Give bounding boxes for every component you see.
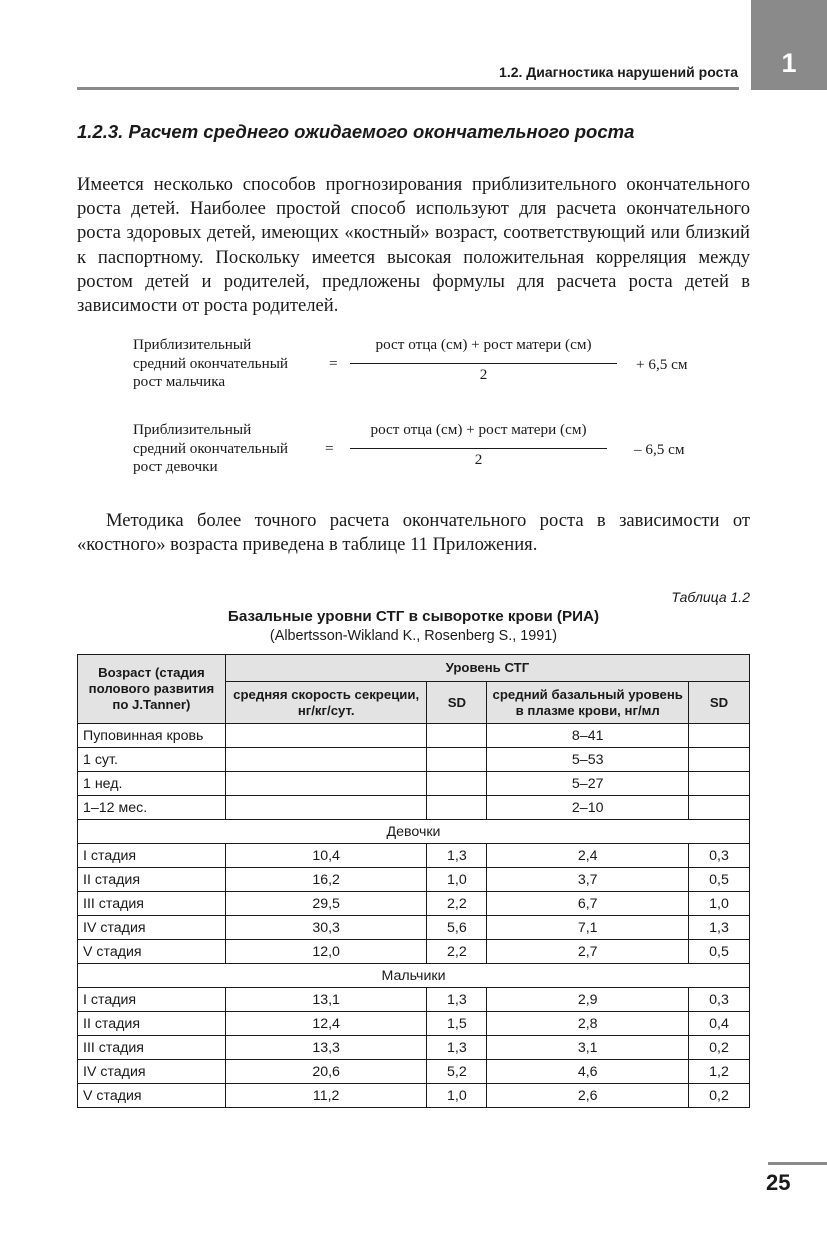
header-sd-1: SD [427, 682, 487, 724]
chapter-tab: 1 [751, 0, 827, 90]
value-cell: 5–27 [487, 772, 689, 796]
table-subtitle: (Albertsson-Wikland K., Rosenberg S., 1991) [269, 628, 558, 644]
value-cell: 1,2 [689, 1060, 750, 1084]
value-cell [689, 748, 750, 772]
fraction-bar [350, 363, 617, 364]
row-label-cell: 1 нед. [78, 772, 226, 796]
formula-lhs: Приблизительный средний окончательный рост мальчика [133, 336, 289, 390]
row-label-cell: I стадия [78, 844, 226, 868]
header-stg-level: Уровень СТГ [225, 655, 749, 682]
header-secretion-rate: средняя скорость секреции, нг/кг/сут. [225, 682, 427, 724]
value-cell: 0,5 [689, 940, 750, 964]
table-row [78, 940, 750, 964]
table-body-infants [78, 724, 750, 820]
header-basal-level: средний базальный уровень в плазме крови, нг/мл [487, 682, 689, 724]
row-label-cell: II стадия [78, 1012, 226, 1036]
row-label-cell: III стадия [78, 892, 226, 916]
data-table [77, 654, 750, 1108]
value-cell: 0,3 [689, 844, 750, 868]
table-title: Базальные уровни СТГ в сыворотке крови (РИА) [227, 608, 600, 625]
fraction-bar [350, 448, 607, 449]
value-cell: 7,1 [487, 916, 689, 940]
value-cell: 6,7 [487, 892, 689, 916]
value-cell [225, 796, 427, 820]
table-body-girls [78, 844, 750, 964]
value-cell: 4,6 [487, 1060, 689, 1084]
value-cell: 0,5 [689, 868, 750, 892]
value-cell: 16,2 [225, 868, 427, 892]
value-cell [225, 724, 427, 748]
table-row [78, 916, 750, 940]
value-cell: 29,5 [225, 892, 427, 916]
formula-numerator: рост отца (см) + рост матери (см) [375, 336, 592, 353]
table-group-girls [78, 820, 750, 844]
table-row [78, 748, 750, 772]
row-label-cell: 1–12 мес. [78, 796, 226, 820]
value-cell: 0,2 [689, 1036, 750, 1060]
value-cell: 5,6 [427, 916, 487, 940]
value-cell [427, 772, 487, 796]
formula-tail: – 6,5 см [634, 441, 685, 458]
value-cell [225, 772, 427, 796]
table-row [78, 844, 750, 868]
value-cell: 3,1 [487, 1036, 689, 1060]
group-row [78, 820, 750, 844]
value-cell: 5,2 [427, 1060, 487, 1084]
value-cell: 1,0 [689, 892, 750, 916]
value-cell: 1,3 [427, 844, 487, 868]
table-body-boys [78, 988, 750, 1108]
paragraph-intro: Имеется несколько способов прогнозирования приблизительного окончательного роста детей. Наиболее простой способ используют для расчета окончательного роста здоровых детей, имеющих «костный» возраст, соответствующий или близкий к паспортному. Поскольку имеется высокая положительная корреляция между ростом детей и родителей, предложены формулы для расчета роста детей в зависимости от роста родителей. [77, 174, 750, 317]
value-cell: 13,1 [225, 988, 427, 1012]
value-cell: 1,3 [427, 1036, 487, 1060]
table-row [78, 1084, 750, 1108]
value-cell: 20,6 [225, 1060, 427, 1084]
value-cell [689, 724, 750, 748]
table-row [78, 988, 750, 1012]
value-cell: 0,3 [689, 988, 750, 1012]
group-label-girls: Девочки [78, 820, 750, 844]
header-rule [77, 87, 739, 90]
value-cell: 1,5 [427, 1012, 487, 1036]
group-row [78, 964, 750, 988]
section-title: 1.2.3. Расчет среднего ожидаемого окончательного роста [77, 121, 635, 142]
table-group-boys [78, 964, 750, 988]
formula-boy [133, 336, 733, 406]
value-cell: 12,4 [225, 1012, 427, 1036]
row-label-cell: V стадия [78, 940, 226, 964]
row-label-cell: II стадия [78, 868, 226, 892]
table-row [78, 892, 750, 916]
value-cell [225, 748, 427, 772]
equals-sign: = [325, 440, 334, 457]
value-cell: 12,0 [225, 940, 427, 964]
value-cell: 2,2 [427, 892, 487, 916]
value-cell: 1,0 [427, 1084, 487, 1108]
value-cell: 8–41 [487, 724, 689, 748]
table-row [78, 1060, 750, 1084]
table-row [78, 868, 750, 892]
value-cell: 11,2 [225, 1084, 427, 1108]
value-cell: 0,2 [689, 1084, 750, 1108]
table-row [78, 1036, 750, 1060]
value-cell: 30,3 [225, 916, 427, 940]
row-label-cell: Пуповинная кровь [78, 724, 226, 748]
value-cell: 1,3 [689, 916, 750, 940]
row-label-cell: 1 сут. [78, 748, 226, 772]
formula-girl [133, 421, 733, 491]
value-cell [427, 796, 487, 820]
value-cell: 2,4 [487, 844, 689, 868]
page-number: 25 [766, 1170, 791, 1195]
table-row [78, 796, 750, 820]
value-cell: 13,3 [225, 1036, 427, 1060]
formula-denominator: 2 [474, 451, 483, 468]
header-age: Возраст (стадия полового развития по J.Tanner) [78, 655, 226, 724]
formula-tail: + 6,5 см [636, 356, 688, 373]
value-cell: 5–53 [487, 748, 689, 772]
value-cell: 2,9 [487, 988, 689, 1012]
value-cell: 10,4 [225, 844, 427, 868]
value-cell: 2–10 [487, 796, 689, 820]
formula-denominator: 2 [479, 366, 488, 383]
row-label-cell: III стадия [78, 1036, 226, 1060]
value-cell [689, 772, 750, 796]
value-cell [689, 796, 750, 820]
value-cell: 2,6 [487, 1084, 689, 1108]
value-cell [427, 724, 487, 748]
value-cell [427, 748, 487, 772]
header-sd-2: SD [689, 682, 750, 724]
row-label-cell: V стадия [78, 1084, 226, 1108]
row-label-cell: IV стадия [78, 916, 226, 940]
group-label-boys: Мальчики [78, 964, 750, 988]
table-row [78, 724, 750, 748]
table-row [78, 772, 750, 796]
value-cell: 1,3 [427, 988, 487, 1012]
value-cell: 2,7 [487, 940, 689, 964]
formula-numerator: рост отца (см) + рост матери (см) [370, 421, 587, 438]
footer-rule [768, 1162, 827, 1165]
value-cell: 2,2 [427, 940, 487, 964]
value-cell: 1,0 [427, 868, 487, 892]
table-label: Таблица 1.2 [671, 589, 750, 605]
value-cell: 3,7 [487, 868, 689, 892]
running-head: 1.2. Диагностика нарушений роста [499, 64, 738, 80]
value-cell: 0,4 [689, 1012, 750, 1036]
row-label-cell: I стадия [78, 988, 226, 1012]
paragraph-reference: Методика более точного расчета окончательного роста в зависимости от «костного» возраста приведена в таблице 11 Приложения. [77, 510, 750, 556]
table-row [78, 1012, 750, 1036]
formula-lhs: Приблизительный средний окончательный рост девочки [133, 421, 289, 475]
value-cell: 2,8 [487, 1012, 689, 1036]
row-label-cell: IV стадия [78, 1060, 226, 1084]
equals-sign: = [329, 355, 338, 372]
